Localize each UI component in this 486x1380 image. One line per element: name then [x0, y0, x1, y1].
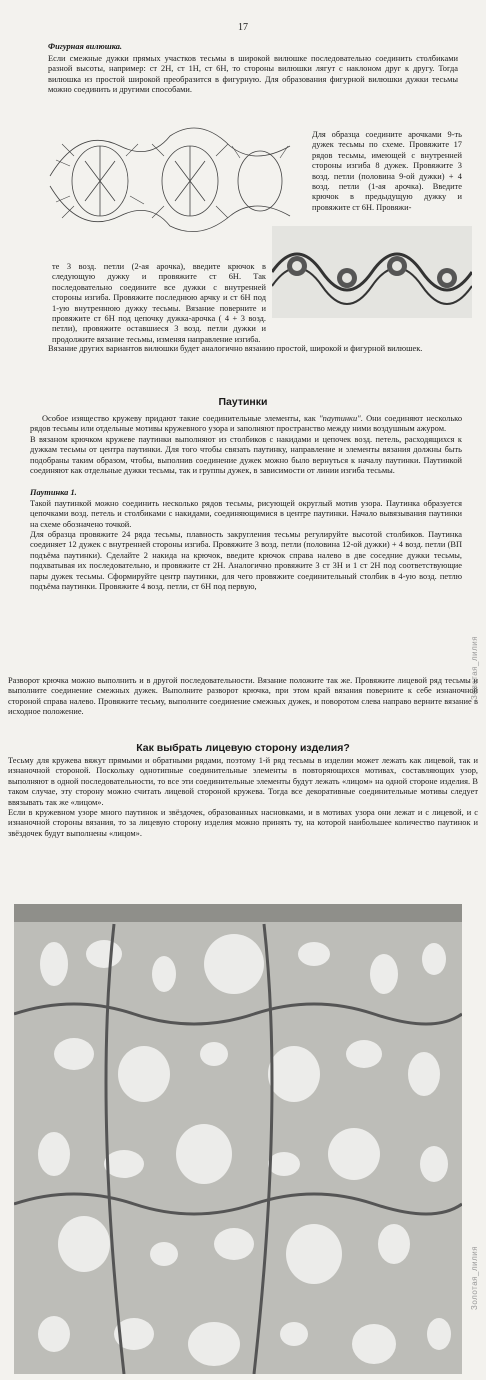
section2-subtitle: Паутинка 1.	[30, 488, 77, 498]
section1-right-text	[312, 130, 462, 213]
section1-intro	[48, 54, 458, 96]
section1-left-text-p: те 3 возд. петли (2-ая арочка), введите крючок в следующую дужку и провяжите ст 6Н. Так последовательно соедините все дужки с внутренней стороны изгиба. Провяжите последнюю арчку и ст 6Н под 1-ую внутреннюю дужку тесьмы. Вязание поверните и провяжите ст 6Н под цепочку дужка-арочка ( 4 + 3 возд. петли), провяжите оставшиеся 3 возд. петли дужки и продолжите вязание тесьмы, изменяя направление изгиба.	[52, 262, 266, 344]
section1-closing-text: Вязание других вариантов вилюшки будет аналогично вязанию простой, широкой и фигурной вилюшек.	[48, 344, 423, 353]
section2-continuation-text: Разворот крючка можно выполнить и в другой последовательности. Вязание положите так же. Провяжите лицевой ряд тесьмы и выполните соединение смежных дужек. Выполните разворот крючка, при этом край вязания поверните к себе изнаночной стороной справа налево. Провяжите тесьму, выполните соединение смежных дужек, и поворотом слева направо верните вязание в исходное положение.	[8, 676, 478, 717]
section2-p1-a: Особое изящество кружеву придают такие соединительные элементы, как	[42, 414, 320, 423]
section2-p1-b: . Они соединяют несколько рядов тесьмы или отдельные мотивы кружевного узора и заполняют пространство между ними воздушным ажуром.	[30, 414, 463, 434]
section3-heading: Как выбрать лицевую сторону изделия?	[136, 742, 350, 754]
section3-body	[8, 756, 478, 839]
section2-p1	[30, 414, 462, 435]
section1-right-text-p: Для образца соедините арочками 9-ть дужек тесьмы по схеме. Провяжите 17 рядов тесьмы, имеющей с внутренней стороны изгиба 8 дужек. Провяжите 3 возд. петли (половина 9-ой дужки) + 4 возд. петли (1-ая арочка). Введите крючок в предыдущую дужку и провяжите ст 6Н. Провяжи-	[312, 130, 462, 212]
section3-p2: Если в кружевном узоре много паутинок и звёздочек, образованных насновками, и в мотивах узора они лежат и с лицевой, и с изнаночной стороны вязания, то за лицевую сторону изделия можно принять ту, на которой наибольшее количество паутинок и звёздочек будут выполнены «лицом».	[8, 808, 478, 838]
vilyushka-photo	[272, 226, 472, 318]
vilyushka-scheme-diagram	[40, 106, 300, 246]
section2-p3: Такой паутинкой можно соединить несколько рядов тесьмы, рисующей округлый мотив узора. Паутинка образуется цепочками возд. петель и столбиками с накидами, соединяющимися в центре паутинки. Начало вывязывания паутинки на схеме обозначено точкой.	[30, 498, 462, 529]
lace-photo	[14, 904, 462, 1374]
section2-p1-em: "паутинки"	[319, 414, 361, 423]
section2-continuation	[8, 676, 478, 718]
section2-p2: В вязаном крючком кружеве паутинки выполняют из столбиков с накидами и цепочек возд. петель, расходящихся к дужкам тесьмы от центра паутинки. Для того чтобы связать паутинку, направление и элементы вязания должны быть подобраны таким образом, чтобы, выполнив соединение дужек можно было вернуться к началу паутинки. Паутинкой соединяют как отдельные дужки тесьмы, так и группы дужек, в зависимости от линии изгиба тесьмы.	[30, 434, 462, 476]
watermark-bottom: Золотая_лилия	[470, 1245, 479, 1310]
section1-title-block	[48, 42, 458, 52]
section3-p1: Тесьму для кружева вяжут прямыми и обратными рядами, поэтому 1-й ряд тесьмы в изделии может лежать как лицевой, так и изнаночной стороной. Поскольку однотипные соединительные элементы в повторяющихся мотивах, составляющих узор, выполняют в одной последовательности, то все эти соединительные элементы будут лежать «лицом» на одной стороне изделия. В таком случае, эту сторону можно считать лицевой стороной кружева. Тогда все декоративные соединительные мотивы следует ввязывать так же «лицом».	[8, 756, 478, 807]
section1-intro-text: Если смежные дужки прямых участков тесьмы в широкой вилюшке последовательно соединить столбиками разной высоты, например: ст 2Н, ст 1Н, ст 6Н, то стороны вилюшки лягут с наклоном друг к другу. Тогда вилюшка из простой широкой преобразится в фигурную. Для образования фигурной вилюшки дужки тесьмы можно соединить и другими способами.	[48, 54, 458, 95]
page-number: 17	[238, 22, 248, 33]
section1-title: Фигурная вилюшка.	[48, 42, 123, 51]
section2-p4: Для образца провяжите 24 ряда тесьмы, плавность закругления тесьмы регулируйте высотой столбиков. Паутинка соединяет 12 дужек с внутренней стороны изгиба. Провяжите 3 возд. петли (половина 12-ой дужки) + 4 возд. петли (ВП подъёма паутинки). Сделайте 2 накида на крючок, введите крючок справа налево в две соседние дужки тесьмы, подхватывая их последовательно, и провяжите ст 2Н. Аналогично провяжите 3 ст 3Н и 1 ст 2Н под соответствующие пары дужек тесьмы. Сформируйте центр паутинки, для чего провяжите соединительный столбик в 4-ую возд. петлю подъёма паутинки. Провяжите 4 возд. петли, ст 6Н под первую,	[30, 530, 462, 592]
section2-heading: Паутинки	[218, 396, 268, 408]
section1-closing	[48, 344, 468, 354]
section2-body	[30, 414, 462, 593]
section1-left-text	[52, 262, 266, 345]
watermark-top: Золотая_лилия	[470, 635, 479, 700]
